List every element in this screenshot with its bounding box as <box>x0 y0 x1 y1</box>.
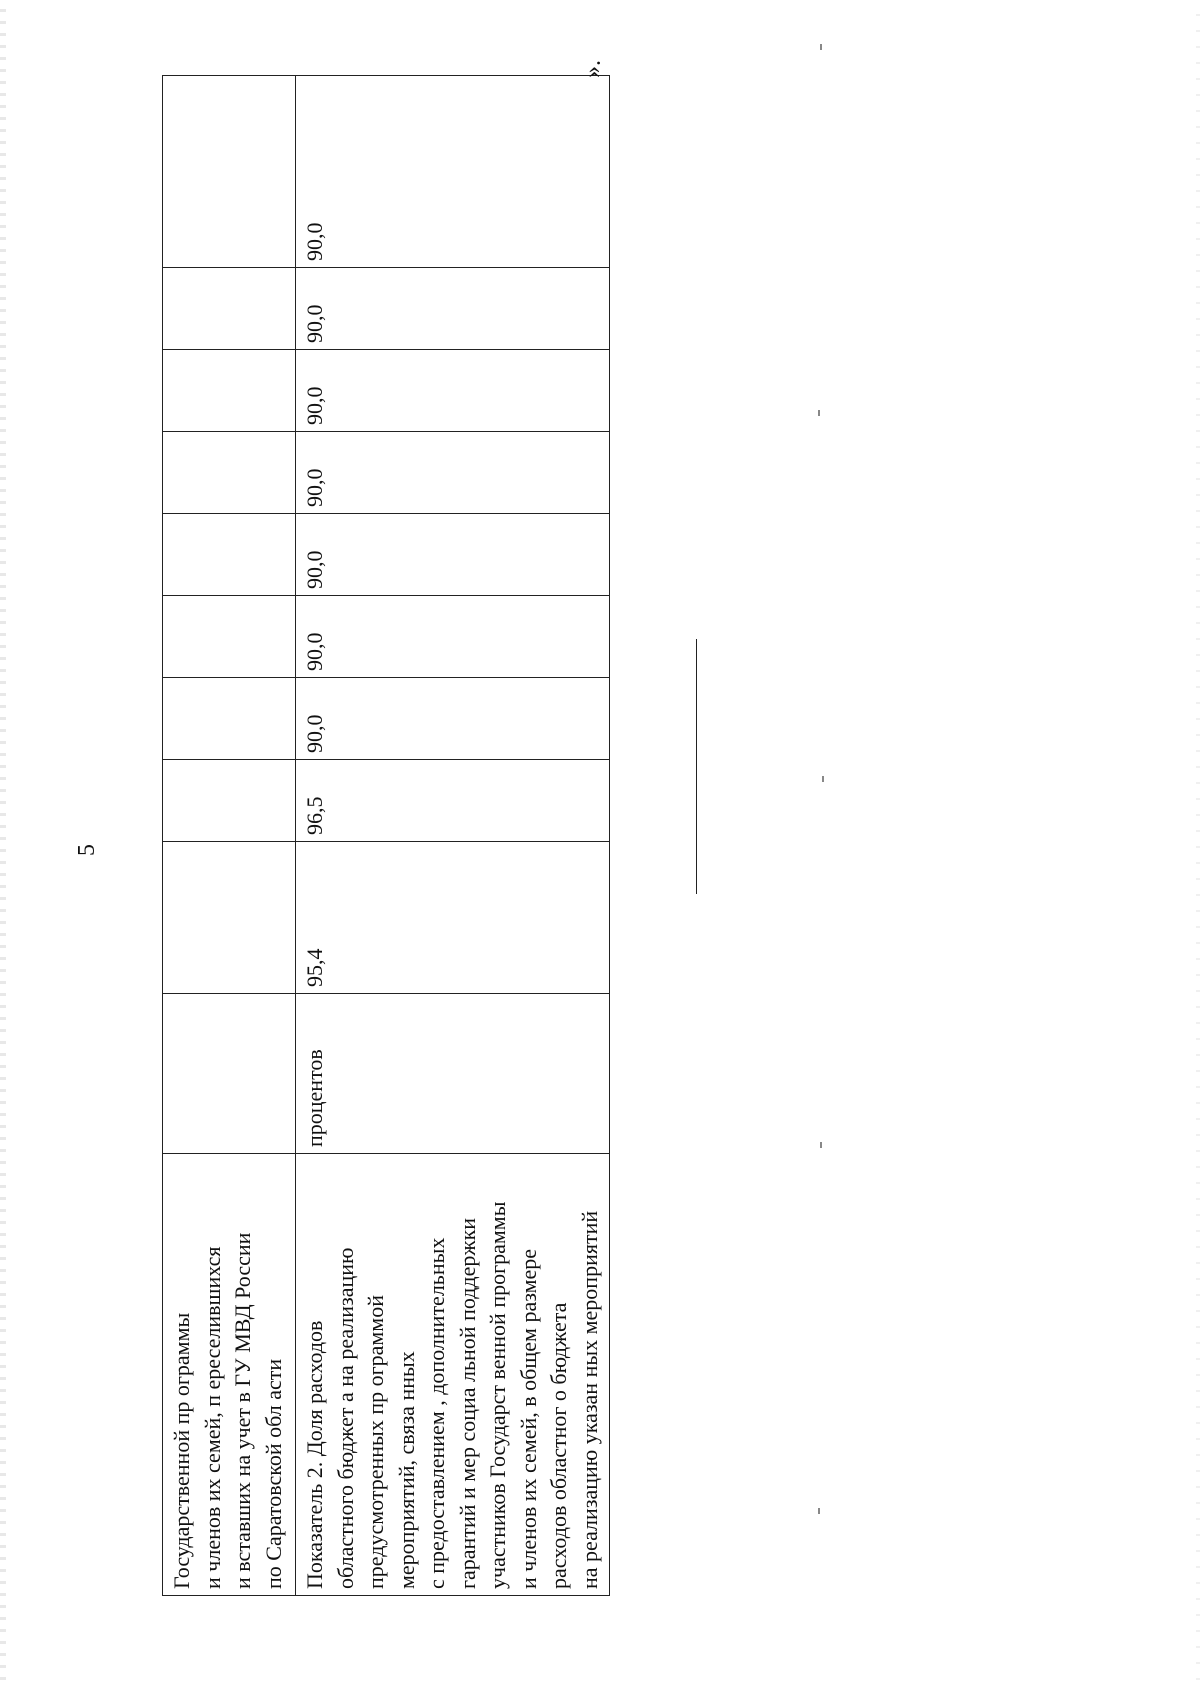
table-row <box>296 76 610 1596</box>
label-line: участников Государст венной программы <box>485 1201 510 1589</box>
value-cell: 90,0 <box>296 268 610 350</box>
label-line: с предоставлением , дополнительных <box>424 1237 449 1589</box>
indicator-label-cell <box>163 1154 296 1596</box>
value-cell: 90,0 <box>296 678 610 760</box>
indicator-table <box>162 75 610 1596</box>
value-cell: 90,0 <box>296 76 610 268</box>
unit-cell <box>163 994 296 1154</box>
value-cell: 95,4 <box>296 842 610 994</box>
value-cell <box>163 514 296 596</box>
value-cell: 90,0 <box>296 596 610 678</box>
value-cell <box>163 842 296 994</box>
label-line: мероприятий, связа нных <box>393 1351 419 1589</box>
value-cell <box>163 596 296 678</box>
label-line: и членов их семей, п ереселившихся <box>199 1246 225 1589</box>
unit-cell: процентов <box>296 994 610 1154</box>
value-cell <box>163 76 296 268</box>
label-line: предусмотренных пр ограммой <box>363 1295 388 1589</box>
label-line: расходов областног о бюджета <box>546 1302 571 1589</box>
label-line: по Саратовской обл асти <box>260 1358 286 1589</box>
label-line: гарантий и мер социа льной поддержки <box>454 1217 480 1589</box>
indicator-label-cell <box>296 1154 610 1596</box>
label-line: и вставших на учет в ГУ МВД России <box>230 1232 255 1589</box>
label-line: областного бюджет а на реализацию <box>332 1247 358 1589</box>
value-cell <box>163 350 296 432</box>
label-line: и членов их семей, в общем размере <box>515 1248 541 1589</box>
page-number: 5 <box>74 844 100 856</box>
value-cell: 90,0 <box>296 350 610 432</box>
value-cell: 90,0 <box>296 514 610 596</box>
value-cell <box>163 678 296 760</box>
value-cell <box>163 268 296 350</box>
label-line: Государственной пр ограммы <box>169 1312 194 1589</box>
value-cell <box>163 760 296 842</box>
horizontal-rule-icon <box>696 639 697 894</box>
label-line: Показатель 2. Доля расходов <box>302 1320 327 1589</box>
label-line: на реализацию указан ных мероприятий <box>576 1210 602 1589</box>
value-cell: 96,5 <box>296 760 610 842</box>
value-cell: 90,0 <box>296 432 610 514</box>
table-row <box>163 76 296 1596</box>
value-cell <box>163 432 296 514</box>
closing-quote-mark: ». <box>580 60 606 78</box>
